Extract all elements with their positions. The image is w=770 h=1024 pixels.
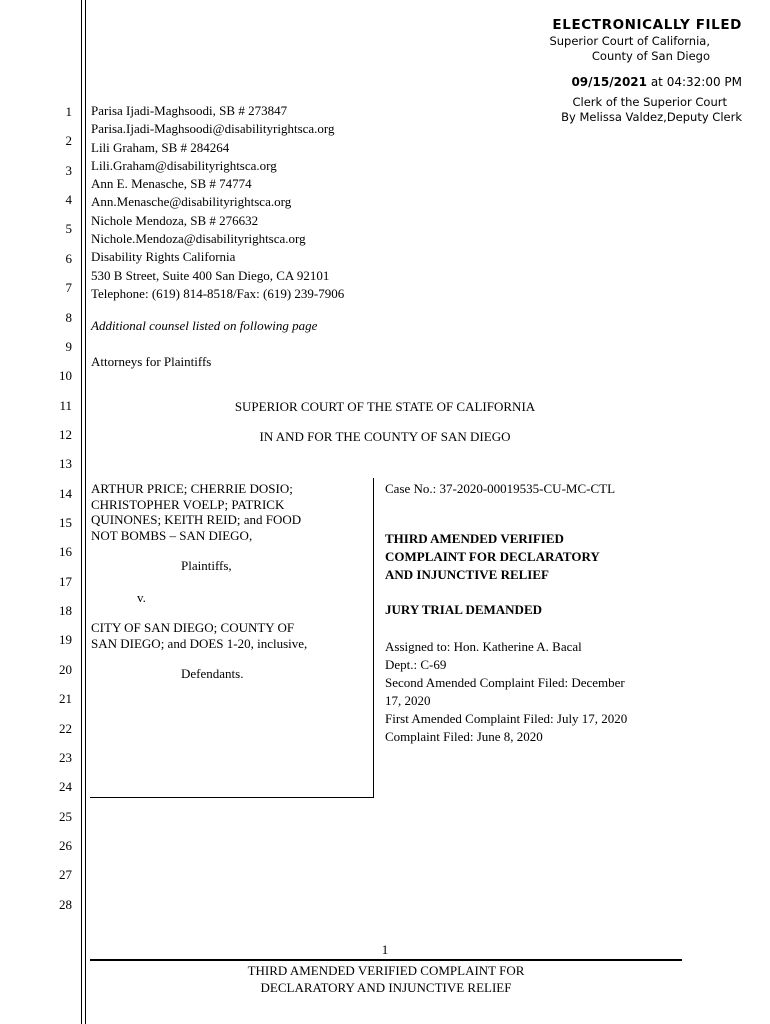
- assignment-line: Dept.: C-69: [385, 657, 447, 672]
- caption-line: ARTHUR PRICE; CHERRIE DOSIO;: [91, 481, 293, 496]
- assignment-line: Assigned to: Hon. Katherine A. Bacal: [385, 639, 582, 654]
- stamp-court-line2: County of San Diego: [591, 49, 710, 63]
- stamp-date: 09/15/2021: [571, 75, 647, 89]
- line-number: 5: [65, 221, 72, 236]
- line-number: 27: [59, 867, 72, 882]
- line-number: 7: [65, 280, 72, 295]
- line-number: 20: [59, 662, 72, 677]
- line-number: 16: [59, 544, 72, 559]
- line-number: 13: [59, 456, 72, 471]
- line-number: 15: [59, 515, 72, 530]
- stamp-clerk-line1: Clerk of the Superior Court: [572, 95, 727, 109]
- court-name-line2: IN AND FOR THE COUNTY OF SAN DIEGO: [259, 429, 511, 444]
- line-number: 9: [65, 339, 72, 354]
- counsel-line: Ann E. Menasche, SB # 74774: [91, 176, 252, 192]
- case-number: Case No.: 37-2020-00019535-CU-MC-CTL: [385, 481, 616, 496]
- line-number: 21: [59, 691, 72, 706]
- line-number: 8: [65, 310, 72, 325]
- defendants-label: Defendants.: [181, 666, 244, 681]
- line-number: 14: [59, 486, 72, 501]
- page-number: 1: [381, 942, 389, 957]
- court-name-line1: SUPERIOR COURT OF THE STATE OF CALIFORNIA: [234, 399, 536, 414]
- footer-line: THIRD AMENDED VERIFIED COMPLAINT FOR: [247, 963, 525, 978]
- document-title-line: THIRD AMENDED VERIFIED: [385, 531, 564, 546]
- counsel-line: Telephone: (619) 814-8518/Fax: (619) 239-7906: [91, 285, 345, 301]
- plaintiffs-label: Plaintiffs,: [181, 558, 232, 573]
- attorneys-for: Attorneys for Plaintiffs: [91, 354, 212, 369]
- defendants-names: [91, 620, 361, 652]
- line-number: 28: [59, 897, 72, 912]
- footer-line: DECLARATORY AND INJUNCTIVE RELIEF: [260, 980, 512, 995]
- counsel-line: 530 B Street, Suite 400 San Diego, CA 92101: [91, 267, 330, 283]
- line-number: 17: [59, 574, 72, 589]
- line-number: 3: [65, 163, 72, 178]
- counsel-block: [91, 102, 344, 303]
- assignment-info: [385, 638, 675, 746]
- document-title: [385, 530, 665, 584]
- counsel-line: Nichole Mendoza, SB # 276632: [91, 212, 259, 228]
- assignment-line: Complaint Filed: June 8, 2020: [385, 729, 543, 744]
- caption-line: CHRISTOPHER VOELP; PATRICK: [91, 496, 285, 512]
- stamp-time: at 04:32:00 PM: [650, 75, 742, 89]
- footer-rule: [90, 959, 682, 961]
- line-number: 18: [59, 603, 72, 618]
- assignment-line: 17, 2020: [385, 693, 431, 708]
- assignment-line: Second Amended Complaint Filed: December: [385, 675, 625, 690]
- versus-label: v.: [137, 590, 146, 605]
- counsel-line: Parisa Ijadi-Maghsoodi, SB # 273847: [91, 103, 288, 118]
- jury-demand: JURY TRIAL DEMANDED: [385, 602, 543, 617]
- line-number: 6: [65, 251, 72, 266]
- counsel-line: Parisa.Ijadi-Maghsoodi@disabilityrightsca.org: [91, 121, 335, 137]
- line-number: 25: [59, 809, 72, 824]
- plaintiffs-names: [91, 481, 361, 543]
- line-number: 12: [59, 427, 72, 442]
- stamp-title: ELECTRONICALLY FILED: [552, 17, 742, 33]
- counsel-line: Ann.Menasche@disabilityrightsca.org: [91, 194, 292, 210]
- line-number: 10: [59, 368, 72, 383]
- counsel-line: Lili Graham, SB # 284264: [91, 139, 230, 155]
- caption-line: NOT BOMBS – SAN DIEGO,: [91, 527, 253, 543]
- additional-counsel-note: Additional counsel listed on following page: [91, 318, 318, 333]
- document-title-line: COMPLAINT FOR DECLARATORY: [385, 549, 600, 564]
- document-title-line: AND INJUNCTIVE RELIEF: [385, 567, 549, 582]
- caption-line: CITY OF SAN DIEGO; COUNTY OF: [91, 620, 295, 635]
- counsel-line: Lili.Graham@disabilityrightsca.org: [91, 157, 277, 173]
- stamp-datetime: [520, 73, 742, 91]
- counsel-line: Disability Rights California: [91, 249, 236, 265]
- line-number: 22: [59, 721, 72, 736]
- line-number: 19: [59, 632, 72, 647]
- line-number: 1: [65, 104, 72, 119]
- stamp-court-line1: Superior Court of California,: [549, 34, 710, 48]
- filing-stamp: [520, 16, 742, 125]
- line-number: 4: [65, 192, 72, 207]
- line-number: 26: [59, 838, 72, 853]
- line-number: 11: [59, 398, 72, 413]
- left-margin-rule-inner: [85, 0, 86, 1024]
- caption-line: QUINONES; KEITH REID; and FOOD: [91, 512, 302, 527]
- caption-divider-vertical: [373, 478, 374, 798]
- line-number: 2: [65, 133, 72, 148]
- line-number: 24: [59, 779, 72, 794]
- footer-title: [90, 962, 682, 996]
- caption-line: SAN DIEGO; and DOES 1-20, inclusive,: [91, 636, 308, 651]
- counsel-line: Nichole.Mendoza@disabilityrightsca.org: [91, 231, 306, 247]
- stamp-clerk-line2: By Melissa Valdez,Deputy Clerk: [561, 110, 742, 124]
- left-margin-rule-outer: [81, 0, 82, 1024]
- caption-divider-horizontal: [90, 797, 374, 798]
- assignment-line: First Amended Complaint Filed: July 17, 2020: [385, 711, 628, 726]
- line-number: 23: [59, 750, 72, 765]
